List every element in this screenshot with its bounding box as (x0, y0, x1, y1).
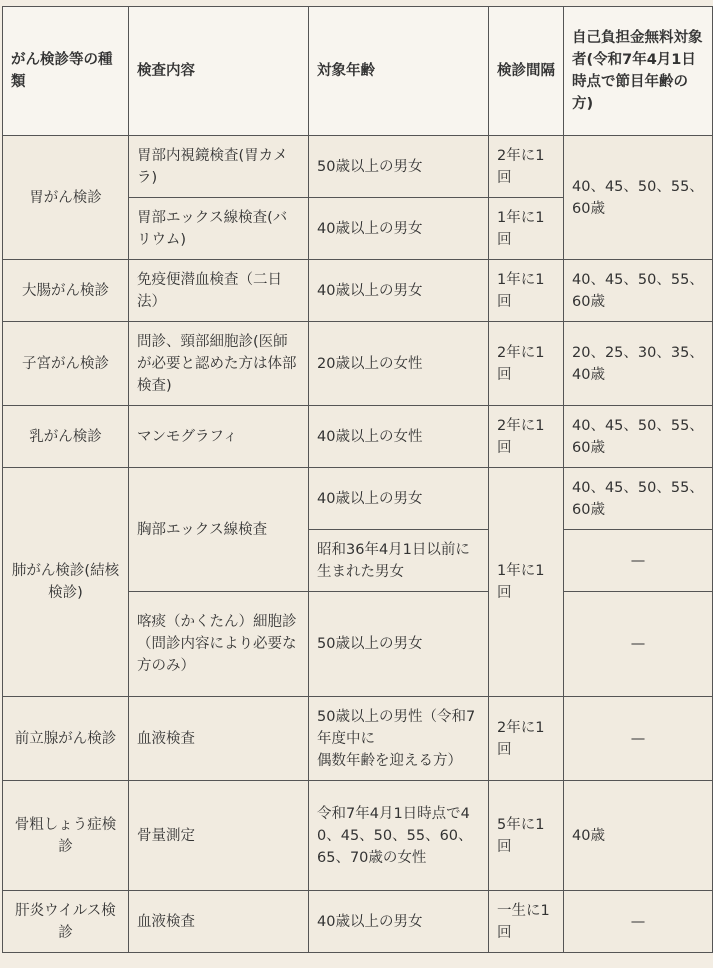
cell-interval: 1年に1回 (489, 198, 564, 260)
table-row (3, 891, 713, 953)
cell-free: 20、25、30、35、40歳 (564, 322, 713, 406)
cell-free: 40、45、50、55、60歳 (564, 260, 713, 322)
table-row (3, 468, 713, 530)
cell-age: 50歳以上の男女 (309, 592, 489, 697)
cell-free: — (564, 530, 713, 592)
cell-type-uterus: 子宮がん検診 (3, 322, 129, 406)
cell-test: 問診、頸部細胞診(医師が必要と認めた方は体部検査) (129, 322, 309, 406)
cell-age: 50歳以上の男女 (309, 136, 489, 198)
cell-type-stomach: 胃がん検診 (3, 136, 129, 260)
cell-interval: 2年に1回 (489, 322, 564, 406)
header-interval: 検診間隔 (489, 7, 564, 136)
cell-free: 40、45、50、55、60歳 (564, 468, 713, 530)
cell-age: 40歳以上の女性 (309, 406, 489, 468)
cell-interval: 5年に1回 (489, 781, 564, 891)
cell-free: — (564, 697, 713, 781)
cell-age: 昭和36年4月1日以前に生まれた男女 (309, 530, 489, 592)
screening-table (2, 6, 713, 953)
cell-age: 40歳以上の男女 (309, 468, 489, 530)
cell-test: 胸部エックス線検査 (129, 468, 309, 592)
table-row (3, 781, 713, 891)
cell-interval: 1年に1回 (489, 468, 564, 697)
cell-type-breast: 乳がん検診 (3, 406, 129, 468)
header-test: 検査内容 (129, 7, 309, 136)
cell-free: — (564, 891, 713, 953)
cell-interval: 2年に1回 (489, 136, 564, 198)
cell-test: 胃部内視鏡検査(胃カメラ) (129, 136, 309, 198)
cell-test: 血液検査 (129, 697, 309, 781)
cell-test: 喀痰（かくたん）細胞診 （問診内容により必要な方のみ） (129, 592, 309, 697)
table-row (3, 136, 713, 198)
header-free: 自己負担金無料対象者(令和7年4月1日時点で節目年齢の方) (564, 7, 713, 136)
cell-free: 40、45、50、55、60歳 (564, 136, 713, 260)
cell-test: 免疫便潜血検査（二日法） (129, 260, 309, 322)
cell-test: 骨量測定 (129, 781, 309, 891)
cell-test: 血液検査 (129, 891, 309, 953)
cell-test: マンモグラフィ (129, 406, 309, 468)
cell-type-hepatitis: 肝炎ウイルス検診 (3, 891, 129, 953)
cell-interval: 2年に1回 (489, 697, 564, 781)
cell-age: 40歳以上の男女 (309, 198, 489, 260)
cell-age: 50歳以上の男性（令和7年度中に 偶数年齢を迎える方） (309, 697, 489, 781)
table-row (3, 406, 713, 468)
cell-interval: 一生に1回 (489, 891, 564, 953)
cell-age: 40歳以上の男女 (309, 891, 489, 953)
cell-interval: 2年に1回 (489, 406, 564, 468)
table-row (3, 697, 713, 781)
cell-age: 令和7年4月1日時点で40、45、50、55、60、65、70歳の女性 (309, 781, 489, 891)
header-row (3, 7, 713, 136)
table-row (3, 260, 713, 322)
header-age: 対象年齢 (309, 7, 489, 136)
cell-test: 胃部エックス線検査(バリウム) (129, 198, 309, 260)
cell-type-prostate: 前立腺がん検診 (3, 697, 129, 781)
cell-interval: 1年に1回 (489, 260, 564, 322)
cell-free: 40歳 (564, 781, 713, 891)
cell-age: 40歳以上の男女 (309, 260, 489, 322)
header-type: がん検診等の種類 (3, 7, 129, 136)
cell-type-colon: 大腸がん検診 (3, 260, 129, 322)
cell-free: — (564, 592, 713, 697)
cell-type-osteo: 骨粗しょう症検診 (3, 781, 129, 891)
cell-age: 20歳以上の女性 (309, 322, 489, 406)
table-row (3, 322, 713, 406)
cell-type-lung: 肺がん検診(結核検診) (3, 468, 129, 697)
cell-free: 40、45、50、55、60歳 (564, 406, 713, 468)
